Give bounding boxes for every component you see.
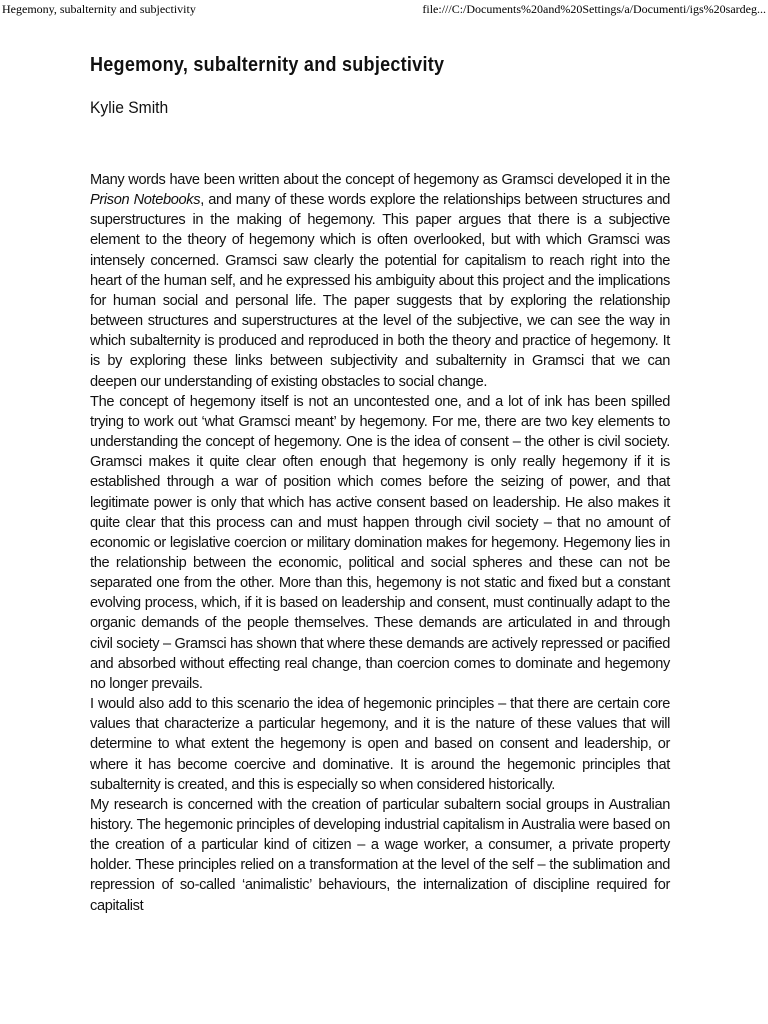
print-header-file-path: file:///C:/Documents%20and%20Settings/a/Documenti/igs%20sardeg... <box>422 2 766 16</box>
paragraph-1-text-b: , and many of these words explore the relationships between structures and superstructures in the making of hegemony. This paper argues that there is a subjective element to the theory of hegemony which is often overlooked, but with which Gramsci was intensely concerned. Gramsci saw clearly the potential for capitalism to reach right into the heart of the human self, and he expressed his ambiguity about this project and the implications for human social and personal life. The paper suggests that by exploring the relationship between structures and superstructures at the level of the subjective, we can see the way in which subalternity is produced and reproduced in both the theory and practice of hegemony. It is by exploring these links between subjectivity and subalternity in Gramsci that we can deepen our understanding of existing obstacles to social change. <box>90 192 670 390</box>
article-title: Hegemony, subalternity and subjectivity <box>90 54 445 76</box>
article-body <box>90 170 670 916</box>
print-header-title: Hegemony, subalternity and subjectivity <box>2 2 196 16</box>
paragraph-1 <box>90 170 670 392</box>
paragraph-2: The concept of hegemony itself is not an uncontested one, and a lot of ink has been spilled trying to work out ‘what Gramsci meant’ by hegemony. For me, there are two key elements to understanding the concept of hegemony. One is the idea of consent – the other is civil society. Gramsci makes it quite clear often enough that hegemony is only really hegemony if it is established through a war of position which comes before the seizing of power, and that legitimate power is only that which has active consent based on leadership. He also makes it quite clear that this process can and must happen through civil society – that no amount of economic or legislative coercion or military domination makes for hegemony. Hegemony lies in the relationship between the economic, political and social spheres and these can not be separated one from the other. More than this, hegemony is not static and fixed but a constant evolving process, which, if it is based on leadership and consent, must continually adapt to the organic demands of the people themselves. These demands are articulated in and through civil society – Gramsci has shown that where these demands are actively repressed or pacified and absorbed without effecting real change, than coercion comes to dominate and hegemony no longer prevails. <box>90 393 670 692</box>
paragraph-4: My research is concerned with the creation of particular subaltern social groups in Australian history. The hegemonic principles of developing industrial capitalism in Australia were based on the creation of a particular kind of citizen – a wage worker, a consumer, a private property holder. These principles relied on a transformation at the level of the self – the sublimation and repression of so-called ‘animalistic’ behaviours, the internalization of discipline required for capitalist <box>90 796 670 914</box>
paragraph-3: I would also add to this scenario the idea of hegemonic principles – that there are certain core values that characterize a particular hegemony, and it is the nature of these values that will determine to what extent the hegemony is open and based on consent and leadership, or where it has become coercive and dominative. It is around the hegemonic principles that subalternity is created, and this is especially so when considered historically. <box>90 696 670 793</box>
prison-notebooks-title: Prison Notebooks <box>90 192 201 209</box>
article <box>90 50 670 916</box>
article-author: Kylie Smith <box>90 98 169 117</box>
paragraph-1-text-a: Many words have been written about the concept of hegemony as Gramsci developed it in the <box>90 172 670 188</box>
print-header <box>0 0 768 18</box>
